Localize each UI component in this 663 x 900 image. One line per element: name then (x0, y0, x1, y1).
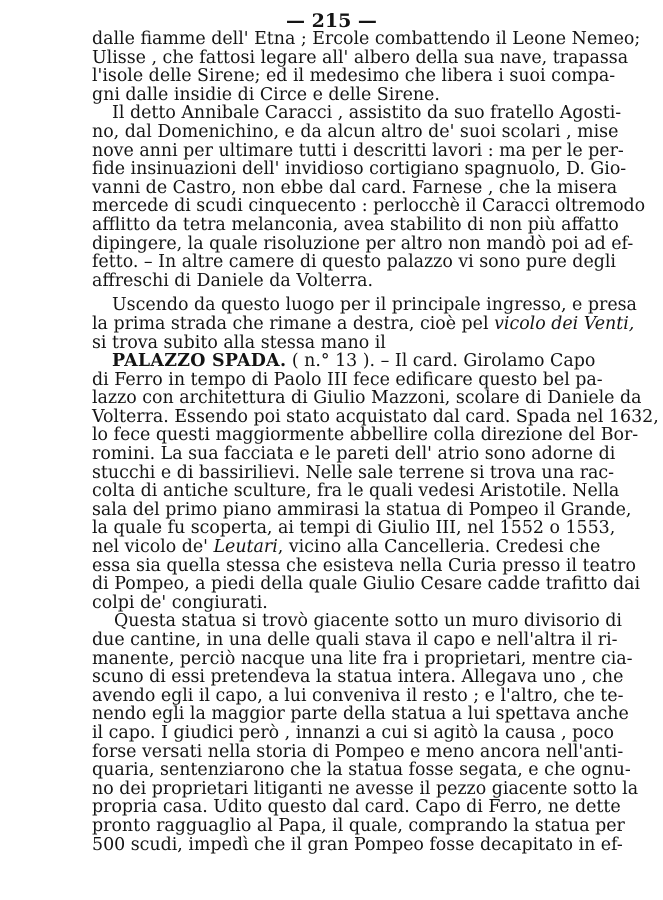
paragraph-2 (92, 103, 646, 291)
text-line: Ulisse , che fattosi legare all' albero della sua nave, trapassa (92, 47, 629, 68)
text-line: Il detto Annibale Caracci , assistito da suo fratello Agosti- (112, 103, 622, 124)
text-line: avendo egli il capo, a lui conveniva il resto ; e l'altro, che te- (92, 685, 624, 706)
text-line: la quale fu scoperta, ai tempi di Giulio III, nel 1552 o 1553, (92, 518, 616, 539)
street-name: vicolo dei Venti, (494, 313, 635, 334)
text-line: di Ferro in tempo di Paolo III fece edificare questo bel pa- (92, 369, 603, 390)
text-line: no, dal Domenichino, e da alcun altro de' suoi scolari , mise (92, 121, 619, 142)
text-line (92, 537, 601, 558)
text-line (92, 351, 596, 372)
page-number: — 215 — (286, 10, 377, 32)
text-line: dalle fiamme dell' Etna ; Ercole combattendo il Leone Nemeo; (92, 29, 641, 49)
text-line: essa sia quella stessa che esisteva nella Curia presso il teatro (92, 555, 636, 576)
text-line: colpi de' congiurati. (92, 592, 268, 613)
text-line: mercede di scudi cinquecento : perlocchè il Caracci oltremodo (92, 196, 646, 217)
text-line: gni dalle insidie di Circe e delle Sirene. (92, 84, 440, 105)
text-line: di Pompeo, a piedi della quale Giulio Cesare cadde trafitto dai (92, 574, 641, 595)
text-line: scuno di essi pretendeva la statua intera. Allegava uno , che (92, 667, 624, 688)
page-body (92, 29, 659, 855)
paragraph-5 (92, 611, 639, 855)
text-line: dipingere, la quale risoluzione per altro non mandò poi ad ef- (92, 233, 634, 254)
paragraph-palazzo-spada (92, 351, 659, 613)
text-line: nendo egli la maggior parte della statua a lui spettava anche (92, 704, 629, 725)
section-heading: PALAZZO SPADA. (112, 351, 287, 372)
text-line: due cantine, in una delle quali stava il capo e nell'altra il ri- (92, 630, 618, 650)
text-line: 500 scudi, impedì che il gran Pompeo fosse decapitato in ef- (92, 834, 623, 855)
text-segment: nel vicolo de' (92, 537, 214, 558)
text-segment: la prima strada che rimane a destra, cioè pel (92, 313, 495, 334)
text-line: vanni de Castro, non ebbe dal card. Farnese , che la misera (92, 177, 618, 198)
text-line: affreschi di Daniele da Volterra. (92, 270, 374, 291)
text-line: forse versati nella storia di Pompeo e meno ancora nell'anti- (92, 741, 624, 762)
text-line: il capo. I giudici però , innanzi a cui si agitò la causa , poco (92, 722, 614, 743)
text-line: no dei proprietari litiganti ne avesse il pezzo giacente sotto la (92, 778, 639, 799)
text-line: sala del primo piano ammirasi la statua di Pompeo il Grande, (92, 499, 632, 520)
text-line: afflitto da tetra melanconia, avea stabilito di non più affatto (92, 214, 619, 235)
text-line: Uscendo da questo luogo per il principale ingresso, e presa (112, 295, 637, 316)
text-line: propria casa. Udito questo dal card. Capo di Ferro, ne dette (92, 797, 621, 818)
text-line: colta di antiche sculture, fra le quali vedesi Aristotile. Nella (92, 481, 620, 502)
text-line: fide insinuazioni dell' invidioso cortigiano spagnuolo, D. Gio- (92, 159, 627, 180)
street-name: Leutari (213, 537, 278, 558)
text-line: manente, perciò nacque una lite fra i proprietari, mentre cia- (92, 648, 633, 669)
text-segment: ( n.° 13 ). – Il card. Girolamo Capo (286, 351, 596, 372)
text-line: pronto ragguaglio al Papa, il quale, comprando la statua per (92, 815, 625, 836)
paragraph-3 (92, 295, 637, 353)
text-line: l'isole delle Sirene; ed il medesimo che libera i suoi compa- (92, 66, 616, 87)
text-line: romini. La sua facciata e le pareti dell' atrio sono adorne di (92, 444, 616, 465)
text-line: si trova subito alla stessa mano il (92, 332, 386, 353)
text-line: Volterra. Essendo poi stato acquistato dal card. Spada nel 1632, (92, 406, 659, 427)
text-line: lo fece questi maggiormente abbellire colla direzione del Bor- (92, 425, 639, 446)
text-line: lazzo con architettura di Giulio Mazzoni, scolare di Daniele da (92, 388, 642, 409)
text-line: fetto. – In altre camere di questo palazzo vi sono pure degli (92, 252, 616, 273)
text-segment: , vicino alla Cancelleria. Credesi che (277, 537, 601, 558)
text-line (92, 313, 635, 334)
text-line: Questa statua si trovò giacente sotto un muro divisorio di (114, 611, 622, 632)
text-line: quaria, sentenziarono che la statua fosse segata, e che ognu- (92, 760, 631, 781)
paragraph-1 (92, 29, 641, 105)
text-line: stucchi e di bassirilievi. Nelle sale terrene si trova una rac- (92, 462, 615, 483)
text-line: nove anni per ultimare tutti i descritti lavori : ma per le per- (92, 140, 624, 161)
